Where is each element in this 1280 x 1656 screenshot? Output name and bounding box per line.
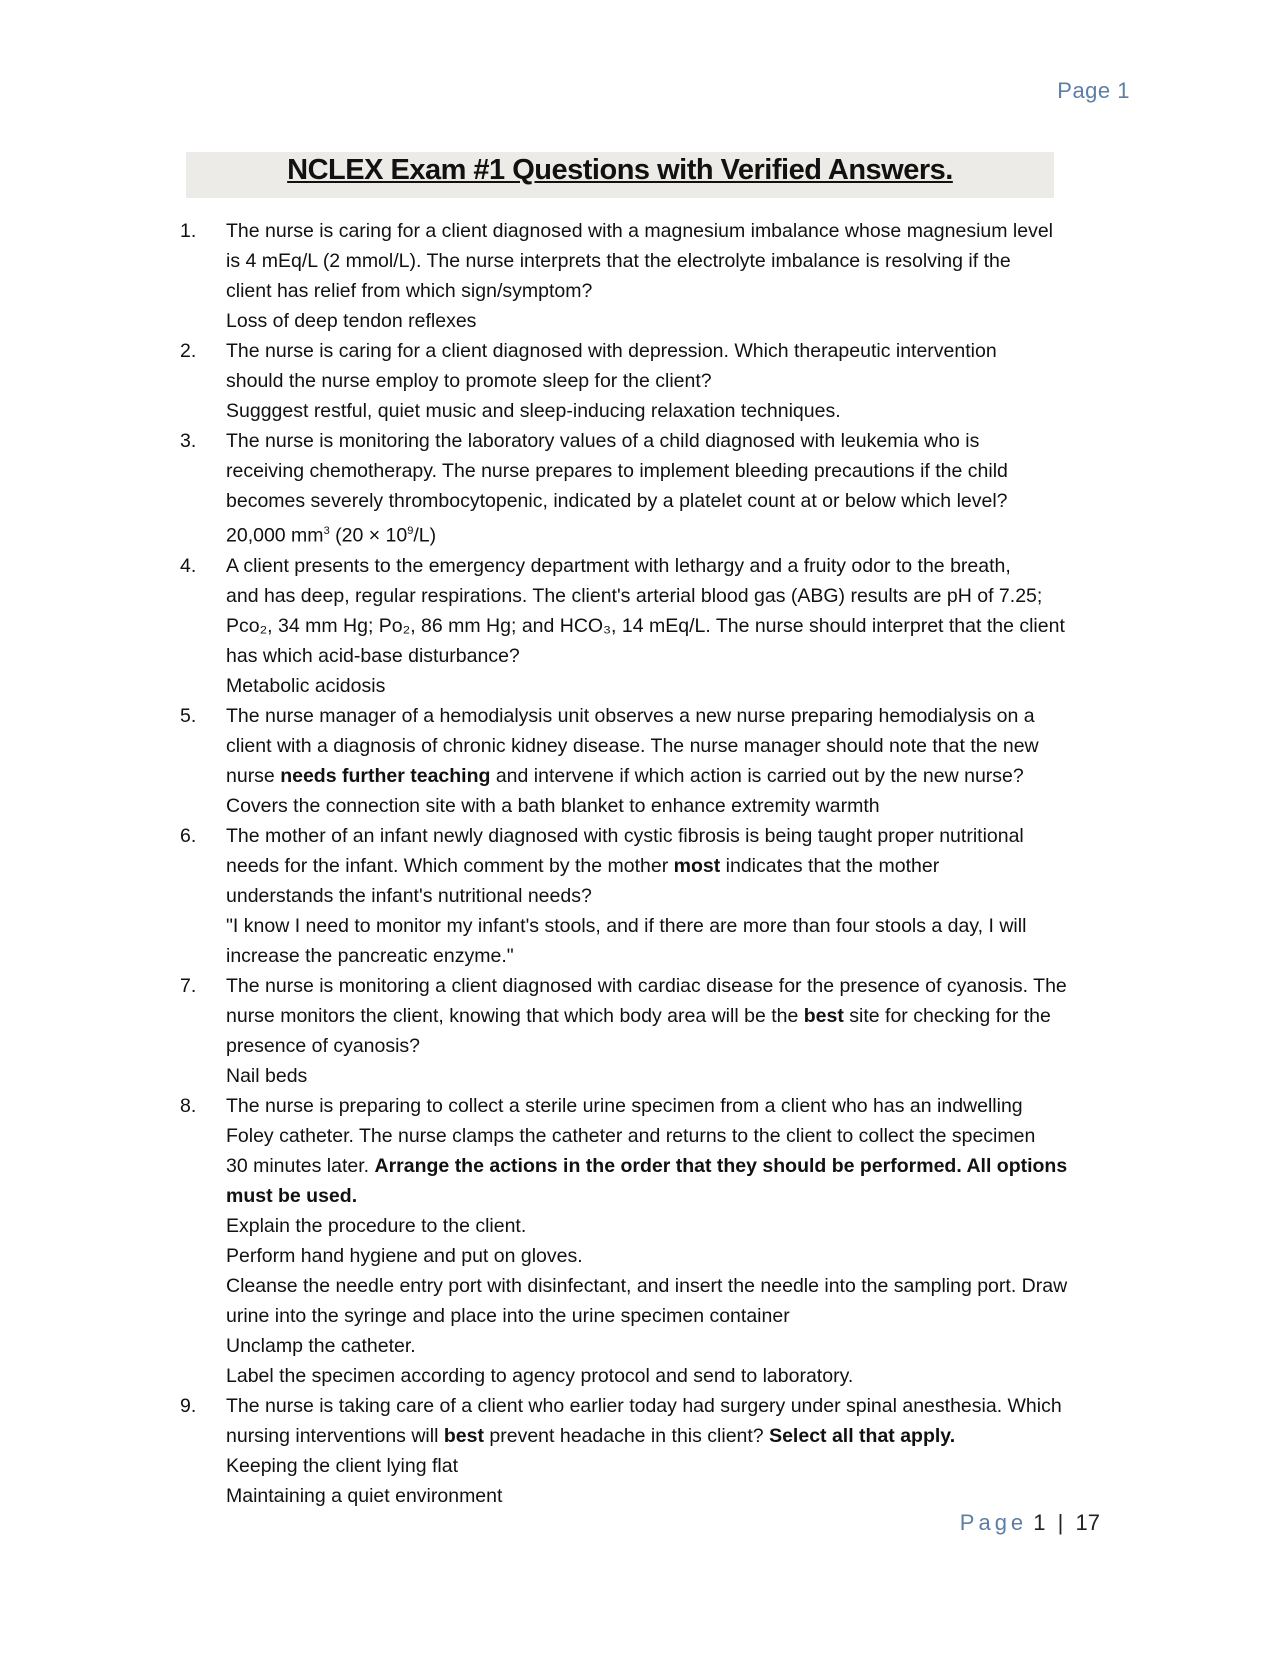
question-line (226, 1031, 1130, 1061)
line-text: The nurse is preparing to collect a sterile urine specimen from a client who has an indwelling (226, 1094, 1023, 1117)
question-item (180, 971, 1130, 1091)
question-line (226, 1271, 1130, 1301)
question-line (226, 1241, 1130, 1271)
line-text: Covers the connection site with a bath blanket to enhance extremity warmth (226, 794, 880, 817)
question-line (226, 851, 1130, 881)
line-text: Perform hand hygiene and put on gloves. (226, 1244, 583, 1267)
question-number: 4. (180, 554, 197, 577)
question-line (226, 276, 1130, 306)
line-text: presence of cyanosis? (226, 1034, 421, 1057)
question-line (226, 336, 1130, 366)
line-text: 20,000 mm (226, 524, 324, 547)
line-text: client with a diagnosis of chronic kidney disease. The nurse manager should note that the new (226, 734, 1039, 757)
line-text: (20 × 10 (329, 524, 408, 547)
question-number: 5. (180, 704, 197, 727)
line-text: Nail beds (226, 1064, 308, 1087)
question-item (180, 551, 1130, 701)
question-line (226, 971, 1130, 1001)
question-line (226, 366, 1130, 396)
line-text: prevent headache in this client? (483, 1424, 770, 1447)
question-line (226, 246, 1130, 276)
line-text: The mother of an infant newly diagnosed with cystic fibrosis is being taught proper nutritional (226, 824, 1024, 847)
question-line (226, 1151, 1130, 1181)
line-text: /L) (413, 524, 437, 547)
line-text: increase the pancreatic enzyme." (226, 944, 514, 967)
question-line (226, 486, 1130, 516)
emphasis-text: Select all that apply. (769, 1424, 956, 1447)
question-number: 1. (180, 220, 197, 242)
question-item (180, 821, 1130, 971)
footer-separator: | (1057, 1510, 1064, 1535)
line-text: and has deep, regular respirations. The client's arterial blood gas (ABG) results are pH of 7.25; (226, 584, 1043, 607)
line-text: indicates that the mother (720, 854, 940, 877)
question-line (226, 1061, 1130, 1091)
line-text: Unclamp the catheter. (226, 1334, 416, 1357)
question-line (226, 671, 1130, 701)
question-number: 6. (180, 824, 197, 847)
line-text: Foley catheter. The nurse clamps the catheter and returns to the client to collect the specimen (226, 1124, 1036, 1147)
line-text: receiving chemotherapy. The nurse prepares to implement bleeding precautions if the child (226, 460, 1008, 482)
line-text: becomes severely thrombocytopenic, indicated by a platelet count at or below which level? (226, 490, 1008, 512)
question-item (180, 426, 1130, 551)
line-text: Label the specimen according to agency protocol and send to laboratory. (226, 1364, 854, 1387)
superscript-text: 9 (407, 525, 414, 537)
question-line (226, 641, 1130, 671)
question-line (226, 1001, 1130, 1031)
emphasis-text: Arrange the actions in the order that they should be performed. All options (374, 1154, 1068, 1177)
question-list (180, 216, 1130, 1511)
question-line (226, 1481, 1130, 1511)
emphasis-text: best (443, 1424, 484, 1447)
question-line (226, 581, 1130, 611)
question-line (226, 1121, 1130, 1151)
document-title: NCLEX Exam #1 Questions with Verified Answers. (287, 154, 953, 186)
question-line (226, 881, 1130, 911)
emphasis-text: most (673, 854, 721, 877)
question-line (226, 731, 1130, 761)
line-text: client has relief from which sign/symptom? (226, 280, 593, 302)
page-label: Page 1 (1057, 78, 1130, 103)
line-text: Metabolic acidosis (226, 674, 386, 697)
line-text: Cleanse the needle entry port with disinfectant, and insert the needle into the sampling port. Draw (226, 1274, 1068, 1297)
question-line (226, 701, 1130, 731)
line-text: Loss of deep tendon reflexes (226, 310, 477, 332)
question-number: 7. (180, 974, 197, 997)
question-line (226, 426, 1130, 456)
question-number: 3. (180, 430, 197, 452)
line-text: The nurse is taking care of a client who earlier today had surgery under spinal anesthesia. Which (226, 1394, 1062, 1417)
line-text: site for checking for the (843, 1004, 1051, 1027)
emphasis-text: best (803, 1004, 844, 1027)
question-line (226, 1091, 1130, 1121)
question-line (226, 941, 1130, 971)
line-text: The nurse is monitoring the laboratory values of a child diagnosed with leukemia who is (226, 430, 980, 452)
question-number: 2. (180, 340, 197, 362)
line-text: Sugggest restful, quiet music and sleep-inducing relaxation techniques. (226, 400, 841, 422)
line-text: Keeping the client lying flat (226, 1454, 458, 1477)
line-text: 30 minutes later. (226, 1154, 375, 1177)
line-text: The nurse manager of a hemodialysis unit observes a new nurse preparing hemodialysis on a (226, 704, 1035, 727)
question-line (226, 791, 1130, 821)
question-line (226, 1391, 1130, 1421)
question-line (226, 821, 1130, 851)
line-text: Pco₂, 34 mm Hg; Po₂, 86 mm Hg; and HCO₃, 14 mEq/L. The nurse should interpret that the client (226, 614, 1065, 637)
footer-page-word: Page (959, 1510, 1028, 1535)
line-text: is 4 mEq/L (2 mmol/L). The nurse interprets that the electrolyte imbalance is resolving if the (226, 250, 1011, 272)
question-number: 8. (180, 1094, 197, 1117)
emphasis-text: must be used. (226, 1184, 358, 1207)
line-text: The nurse is caring for a client diagnosed with depression. Which therapeutic intervention (226, 340, 997, 362)
line-text: "I know I need to monitor my infant's stools, and if there are more than four stools a day, I will (226, 914, 1027, 937)
question-line (226, 456, 1130, 486)
question-item (180, 1391, 1130, 1511)
line-text: urine into the syringe and place into the urine specimen container (226, 1304, 790, 1327)
question-line (226, 306, 1130, 336)
question-item (180, 1091, 1130, 1391)
question-line (226, 1331, 1130, 1361)
line-text: understands the infant's nutritional needs? (226, 884, 592, 907)
line-text: Maintaining a quiet environment (226, 1484, 503, 1507)
line-text: nurse (226, 764, 281, 787)
line-text: The nurse is caring for a client diagnosed with a magnesium imbalance whose magnesium level (226, 220, 1054, 242)
line-text: and intervene if which action is carried out by the new nurse? (490, 764, 1024, 787)
question-line (226, 911, 1130, 941)
footer-page-number: 1 (1033, 1510, 1046, 1535)
question-line (226, 216, 1130, 246)
line-text: needs for the infant. Which comment by the mother (226, 854, 674, 877)
question-line (226, 1211, 1130, 1241)
line-text: Explain the procedure to the client. (226, 1214, 527, 1237)
question-line (226, 1361, 1130, 1391)
question-line (226, 396, 1130, 426)
question-line (226, 1421, 1130, 1451)
emphasis-text: needs further teaching (280, 764, 491, 787)
page-footer (960, 1510, 1100, 1536)
footer-total-pages: 17 (1075, 1510, 1100, 1535)
question-line (226, 551, 1130, 581)
question-line (226, 611, 1130, 641)
superscript-text: 3 (323, 525, 330, 537)
line-text: A client presents to the emergency department with lethargy and a fruity odor to the breath, (226, 554, 1011, 577)
line-text: nurse monitors the client, knowing that which body area will be the (226, 1004, 804, 1027)
question-item (180, 336, 1130, 426)
question-line (226, 1301, 1130, 1331)
question-line (226, 1451, 1130, 1481)
line-text: has which acid-base disturbance? (226, 644, 520, 667)
question-line (226, 1181, 1130, 1211)
line-text: should the nurse employ to promote sleep for the client? (226, 370, 712, 392)
question-item (180, 701, 1130, 821)
question-line (226, 516, 1130, 551)
question-line (226, 761, 1130, 791)
line-text: The nurse is monitoring a client diagnosed with cardiac disease for the presence of cyanosis. The (226, 974, 1067, 997)
question-number: 9. (180, 1394, 197, 1417)
line-text: nursing interventions will (226, 1424, 444, 1447)
question-item (180, 216, 1130, 336)
